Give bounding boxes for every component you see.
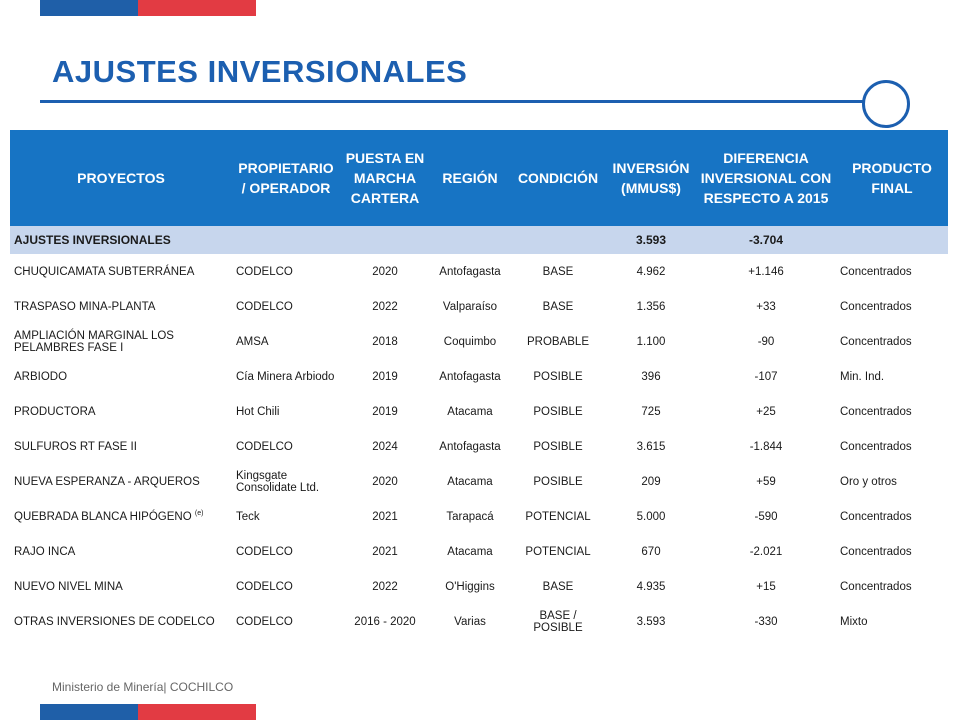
- cell-operador: Teck: [236, 510, 260, 523]
- table-header-row: [10, 130, 948, 226]
- cell-region: O'Higgins: [445, 580, 495, 593]
- cell-diferencia: +59: [756, 475, 776, 488]
- cell-producto: Mixto: [840, 615, 868, 628]
- cell-producto: Concentrados: [840, 335, 912, 348]
- cell-proyecto: OTRAS INVERSIONES DE CODELCO: [14, 615, 215, 628]
- cell-proyecto: ARBIODO: [14, 370, 68, 383]
- cell-proyecto: SULFUROS RT FASE II: [14, 440, 137, 453]
- table-row: [10, 604, 948, 639]
- cell-region: Tarapacá: [446, 510, 494, 523]
- bottom-accent-blue: [40, 704, 138, 720]
- cell-operador: CODELCO: [236, 300, 293, 313]
- cell-proyecto: TRASPASO MINA-PLANTA: [14, 300, 156, 313]
- cell-proyecto: PRODUCTORA: [14, 405, 96, 418]
- cell-diferencia: -2.021: [749, 545, 783, 558]
- cell-diferencia: +15: [756, 580, 776, 593]
- cell-region: Antofagasta: [439, 370, 501, 383]
- cell-inversion: 396: [641, 370, 661, 383]
- cell-producto: Min. Ind.: [840, 370, 885, 383]
- header-condicion: CONDICIÓN: [510, 130, 606, 226]
- cell-operador: CODELCO: [236, 440, 293, 453]
- cell-inversion: 1.356: [636, 300, 666, 313]
- summary-inversion: 3.593: [606, 226, 696, 254]
- cell-puesta-en-marcha: 2022: [372, 300, 398, 313]
- cell-operador: CODELCO: [236, 265, 293, 278]
- cell-puesta-en-marcha: 2024: [372, 440, 398, 453]
- header-inversion: INVERSIÓN (MMUS$): [606, 130, 696, 226]
- cell-producto: Concentrados: [840, 510, 912, 523]
- table-row: [10, 289, 948, 324]
- cell-condicion: POSIBLE: [533, 440, 583, 453]
- header-puesta-en-marcha: PUESTA EN MARCHA CARTERA: [340, 130, 430, 226]
- cell-inversion: 209: [641, 475, 661, 488]
- cell-puesta-en-marcha: 2022: [372, 580, 398, 593]
- header-producto-final: PRODUCTO FINAL: [836, 130, 948, 226]
- cell-condicion: POSIBLE: [533, 475, 583, 488]
- cell-diferencia: +1.146: [748, 265, 784, 278]
- header-diferencia: DIFERENCIA INVERSIONAL CON RESPECTO A 2015: [696, 130, 836, 226]
- cell-region: Antofagasta: [439, 440, 501, 453]
- cell-puesta-en-marcha: 2019: [372, 370, 398, 383]
- cell-inversion: 4.935: [636, 580, 666, 593]
- cell-operador: CODELCO: [236, 615, 293, 628]
- title-circle-ornament: [862, 80, 910, 128]
- footnote-marker: (e): [194, 510, 204, 518]
- table-row: [10, 394, 948, 429]
- table-row: [10, 429, 948, 464]
- cell-producto: Oro y otros: [840, 475, 897, 488]
- cell-diferencia: -1.844: [749, 440, 783, 453]
- cell-inversion: 5.000: [636, 510, 666, 523]
- cell-puesta-en-marcha: 2020: [372, 265, 398, 278]
- cell-proyecto: AMPLIACIÓN MARGINAL LOS PELAMBRES FASE I: [14, 329, 174, 354]
- cell-proyecto: RAJO INCA: [14, 545, 76, 558]
- table-row: [10, 359, 948, 394]
- cell-condicion: PROBABLE: [527, 335, 589, 348]
- summary-label: AJUSTES INVERSIONALES: [10, 226, 232, 254]
- cell-producto: Concentrados: [840, 545, 912, 558]
- cell-condicion: BASE: [542, 580, 574, 593]
- cell-inversion: 3.615: [636, 440, 666, 453]
- table-row: [10, 569, 948, 604]
- cell-operador: CODELCO: [236, 580, 293, 593]
- cell-proyecto: CHUQUICAMATA SUBTERRÁNEA: [14, 265, 195, 278]
- cell-diferencia: -90: [757, 335, 775, 348]
- table-row: [10, 254, 948, 289]
- cell-diferencia: -590: [754, 510, 778, 523]
- cell-operador: Kingsgate Consolidate Ltd.: [236, 469, 320, 494]
- cell-proyecto: NUEVO NIVEL MINA: [14, 580, 123, 593]
- table-row: [10, 534, 948, 569]
- cell-condicion: POTENCIAL: [525, 510, 591, 523]
- footer-separator: |: [163, 680, 167, 694]
- title-underline: [40, 100, 864, 103]
- bottom-accent-red: [138, 704, 256, 720]
- investment-table: [10, 130, 948, 639]
- summary-diferencia: -3.704: [696, 226, 836, 254]
- cell-producto: Concentrados: [840, 405, 912, 418]
- cell-region: Valparaíso: [442, 300, 498, 313]
- table-row: [10, 499, 948, 534]
- cell-producto: Concentrados: [840, 265, 912, 278]
- header-proyectos: PROYECTOS: [10, 130, 232, 226]
- table-row: [10, 464, 948, 499]
- cell-operador: AMSA: [236, 335, 269, 348]
- cell-condicion: BASE / POSIBLE: [533, 609, 583, 634]
- cell-proyecto: NUEVA ESPERANZA - ARQUEROS: [14, 475, 200, 488]
- summary-row: [10, 226, 948, 254]
- cell-inversion: 3.593: [636, 615, 666, 628]
- cell-condicion: POTENCIAL: [525, 545, 591, 558]
- cell-inversion: 4.962: [636, 265, 666, 278]
- cell-inversion: 1.100: [636, 335, 666, 348]
- cell-diferencia: +33: [756, 300, 776, 313]
- cell-inversion: 725: [641, 405, 661, 418]
- top-accent-red: [138, 0, 256, 16]
- header-region: REGIÓN: [430, 130, 510, 226]
- cell-puesta-en-marcha: 2021: [372, 545, 398, 558]
- cell-operador: CODELCO: [236, 545, 293, 558]
- cell-region: Coquimbo: [443, 335, 497, 348]
- cell-puesta-en-marcha: 2021: [372, 510, 398, 523]
- cell-region: Atacama: [447, 475, 493, 488]
- cell-puesta-en-marcha: 2018: [372, 335, 398, 348]
- footer: [52, 680, 233, 694]
- footer-agency: COCHILCO: [169, 680, 234, 694]
- footer-ministry: Ministerio de Minería: [52, 680, 164, 694]
- page-title: AJUSTES INVERSIONALES: [52, 54, 468, 89]
- cell-puesta-en-marcha: 2019: [372, 405, 398, 418]
- cell-diferencia: +25: [756, 405, 776, 418]
- cell-puesta-en-marcha: 2016 - 2020: [354, 615, 416, 628]
- cell-region: Antofagasta: [439, 265, 501, 278]
- cell-producto: Concentrados: [840, 440, 912, 453]
- cell-inversion: 670: [641, 545, 661, 558]
- cell-operador: Cía Minera Arbiodo: [236, 370, 335, 383]
- cell-proyecto: QUEBRADA BLANCA HIPÓGENO $^{(e)}$: [14, 510, 204, 523]
- table-row: [10, 324, 948, 359]
- header-propietario: PROPIETARIO / OPERADOR: [232, 130, 340, 226]
- cell-condicion: POSIBLE: [533, 405, 583, 418]
- cell-condicion: BASE: [542, 300, 574, 313]
- cell-puesta-en-marcha: 2020: [372, 475, 398, 488]
- cell-region: Varias: [454, 615, 486, 628]
- cell-condicion: BASE: [542, 265, 574, 278]
- cell-producto: Concentrados: [840, 300, 912, 313]
- cell-diferencia: -107: [754, 370, 778, 383]
- top-accent-blue: [40, 0, 138, 16]
- cell-producto: Concentrados: [840, 580, 912, 593]
- cell-region: Atacama: [447, 545, 493, 558]
- cell-operador: Hot Chili: [236, 405, 280, 418]
- cell-diferencia: -330: [754, 615, 778, 628]
- cell-condicion: POSIBLE: [533, 370, 583, 383]
- cell-region: Atacama: [447, 405, 493, 418]
